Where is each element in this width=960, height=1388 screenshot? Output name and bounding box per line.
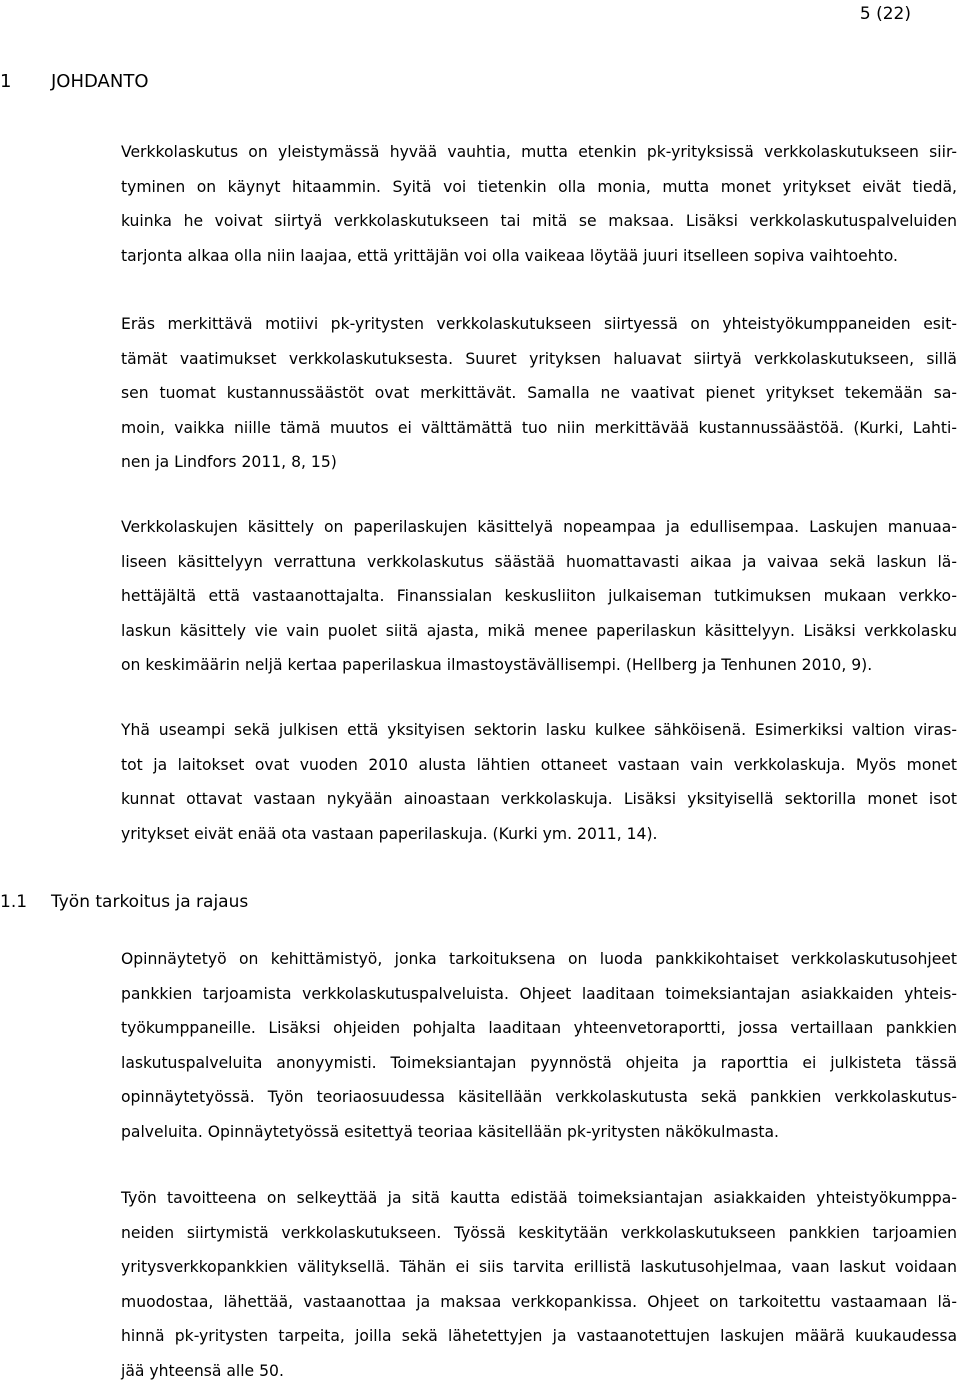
paragraph-line: on keskimäärin neljä kertaa paperilaskua ilmastoystävällisempi. (Hellberg ja Tenhunen 2010, 9). <box>121 648 957 683</box>
paragraph-line: moin, vaikka niille tämä muutos ei välttämättä tuo niin merkittävää kustannussäästöä. (Kurki, Lahti- <box>121 411 957 446</box>
paragraph-line: hettäjältä että vastaanottajalta. Finanssialan keskusliiton julkaiseman tutkimuksen mukaan verkko- <box>121 579 957 614</box>
section-number: 1 <box>0 71 51 93</box>
paragraph-line: palveluita. Opinnäytetyössä esitettyä teoriaa käsitellään pk-yritysten näkökulmasta. <box>121 1115 957 1150</box>
paragraph-line: Verkkolaskujen käsittely on paperilaskujen käsittelyä nopeampaa ja edullisempaa. Laskujen manuaa- <box>121 510 957 545</box>
paragraph-line: kunnat ottavat vastaan nykyään ainoastaan verkkolaskuja. Lisäksi yksityisellä sektorilla monet isot <box>121 782 957 817</box>
paragraph-line: Verkkolaskutus on yleistymässä hyvää vauhtia, mutta etenkin pk-yrityksissä verkkolaskutukseen siir- <box>121 135 957 170</box>
section-heading-tyon-tarkoitus <box>0 891 248 913</box>
paragraph <box>121 510 957 683</box>
page-number: 5 (22) <box>860 4 911 24</box>
paragraph-line: Yhä useampi sekä julkisen että yksityisen sektorin lasku kulkee sähköisenä. Esimerkiksi valtion viras- <box>121 713 957 748</box>
paragraph-line: sen tuomat kustannussäästöt ovat merkittävät. Samalla ne vaativat pienet yritykset tekemään sa- <box>121 376 957 411</box>
paragraph-line: Työn tavoitteena on selkeyttää ja sitä kautta edistää toimeksiantajan asiakkaiden yhteistyökumppa- <box>121 1181 957 1216</box>
paragraph-line: kuinka he voivat siirtyä verkkolaskutukseen tai mitä se maksaa. Lisäksi verkkolaskutuspalveluiden <box>121 204 957 239</box>
paragraph-line: työkumppaneille. Lisäksi ohjeiden pohjalta laaditaan yhteenvetoraportti, jossa vertaillaan pankkien <box>121 1011 957 1046</box>
paragraph-line: laskutuspalveluita anonyymisti. Toimeksiantajan pyynnöstä ohjeita ja raporttia ei julkisteta tässä <box>121 1046 957 1081</box>
paragraph-line: hinnä pk-yritysten tarpeita, joilla sekä lähetettyjen ja vastaanotettujen laskujen määrä kuukaudessa <box>121 1319 957 1354</box>
paragraph <box>121 1181 957 1388</box>
paragraph-line: tot ja laitokset ovat vuoden 2010 alusta lähtien ottaneet vastaan vain verkkolaskuja. Myös monet <box>121 748 957 783</box>
section-title: JOHDANTO <box>51 71 149 92</box>
paragraph-line: yritykset eivät enää ota vastaan paperilaskuja. (Kurki ym. 2011, 14). <box>121 817 957 852</box>
paragraph <box>121 942 957 1149</box>
paragraph-line: liseen käsittelyyn verrattuna verkkolaskutus säästää huomattavasti aikaa ja vaivaa sekä laskun lä- <box>121 545 957 580</box>
section-number: 1.1 <box>0 891 51 913</box>
paragraph-line: jää yhteensä alle 50. <box>121 1354 957 1388</box>
paragraph <box>121 135 957 273</box>
paragraph-line: laskun käsittely vie vain puolet siitä ajasta, mikä menee paperilaskun käsittelyyn. Lisäksi verkkolasku <box>121 614 957 649</box>
paragraph-line: Opinnäytetyö on kehittämistyö, jonka tarkoituksena on luoda pankkikohtaiset verkkolaskutusohjeet <box>121 942 957 977</box>
paragraph-line: muodostaa, lähettää, vastaanottaa ja maksaa verkkopankissa. Ohjeet on tarkoitettu vastaamaan lä- <box>121 1285 957 1320</box>
paragraph <box>121 307 957 480</box>
paragraph-line: neiden siirtymistä verkkolaskutukseen. Työssä keskitytään verkkolaskutukseen pankkien tarjoamien <box>121 1216 957 1251</box>
paragraph-line: tyminen on käynyt hitaammin. Syitä voi tietenkin olla monia, mutta monet yritykset eivät tiedä, <box>121 170 957 205</box>
paragraph-line: pankkien tarjoamista verkkolaskutuspalveluista. Ohjeet laaditaan toimeksiantajan asiakkaiden yhteis- <box>121 977 957 1012</box>
paragraph-line: yritysverkkopankkien välityksellä. Tähän ei siis tarvita erillistä laskutusohjelmaa, vaan laskut voidaan <box>121 1250 957 1285</box>
section-heading-johdanto <box>0 71 149 93</box>
section-title: Työn tarkoitus ja rajaus <box>51 892 248 912</box>
paragraph-line: tarjonta alkaa olla niin laajaa, että yrittäjän voi olla vaikeaa löytää juuri itselleen sopiva vaihtoehto. <box>121 239 957 274</box>
paragraph-line: tämät vaatimukset verkkolaskutuksesta. Suuret yrityksen haluavat siirtyä verkkolaskutukseen, sillä <box>121 342 957 377</box>
paragraph <box>121 713 957 851</box>
paragraph-line: opinnäytetyössä. Työn teoriaosuudessa käsitellään verkkolaskutusta sekä pankkien verkkolaskutus- <box>121 1080 957 1115</box>
paragraph-line: nen ja Lindfors 2011, 8, 15) <box>121 445 957 480</box>
paragraph-line: Eräs merkittävä motiivi pk-yritysten verkkolaskutukseen siirtyessä on yhteistyökumppaneiden esit- <box>121 307 957 342</box>
